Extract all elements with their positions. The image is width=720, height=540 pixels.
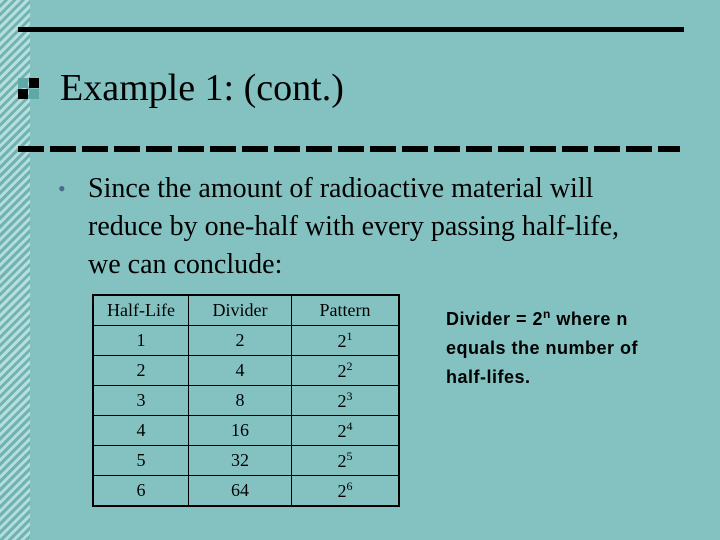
header-divider: Divider bbox=[189, 295, 292, 326]
table-row bbox=[93, 416, 399, 446]
table-header-row bbox=[93, 295, 399, 326]
cell-pattern: $2^1$ bbox=[292, 326, 400, 356]
divider-formula-note: Divider = $2^n$ where n equals the number of half-lifes. bbox=[446, 307, 639, 387]
cell-pattern: $2^6$ bbox=[292, 476, 400, 507]
title-bullet-icon bbox=[18, 78, 40, 100]
header-half-life: Half-Life bbox=[93, 295, 189, 326]
cell-divider: 16 bbox=[189, 416, 292, 446]
cell-pattern: $2^3$ bbox=[292, 386, 400, 416]
header-pattern: Pattern bbox=[292, 295, 400, 326]
table-row bbox=[93, 326, 399, 356]
top-rule bbox=[18, 27, 684, 32]
cell-divider: 32 bbox=[189, 446, 292, 476]
cell-half-life: 5 bbox=[93, 446, 189, 476]
cell-divider: 64 bbox=[189, 476, 292, 507]
table-row bbox=[93, 446, 399, 476]
cell-pattern: $2^5$ bbox=[292, 446, 400, 476]
cell-divider: 2 bbox=[189, 326, 292, 356]
table-row bbox=[93, 476, 399, 507]
dashed-rule bbox=[18, 146, 680, 152]
cell-divider: 4 bbox=[189, 356, 292, 386]
bullet-dot-icon: • bbox=[58, 176, 66, 201]
cell-half-life: 3 bbox=[93, 386, 189, 416]
cell-half-life: 2 bbox=[93, 356, 189, 386]
cell-half-life: 1 bbox=[93, 326, 189, 356]
cell-half-life: 4 bbox=[93, 416, 189, 446]
table-row bbox=[93, 356, 399, 386]
cell-pattern: $2^2$ bbox=[292, 356, 400, 386]
slide-title: Example 1: (cont.) bbox=[60, 67, 344, 109]
cell-divider: 8 bbox=[189, 386, 292, 416]
cell-half-life: 6 bbox=[93, 476, 189, 507]
cell-pattern: $2^4$ bbox=[292, 416, 400, 446]
bullet-text: Since the amount of radioactive material will reduce by one-half with every passing half-life, we can conclude: bbox=[88, 173, 620, 280]
table-row bbox=[93, 386, 399, 416]
half-life-table bbox=[92, 294, 400, 507]
